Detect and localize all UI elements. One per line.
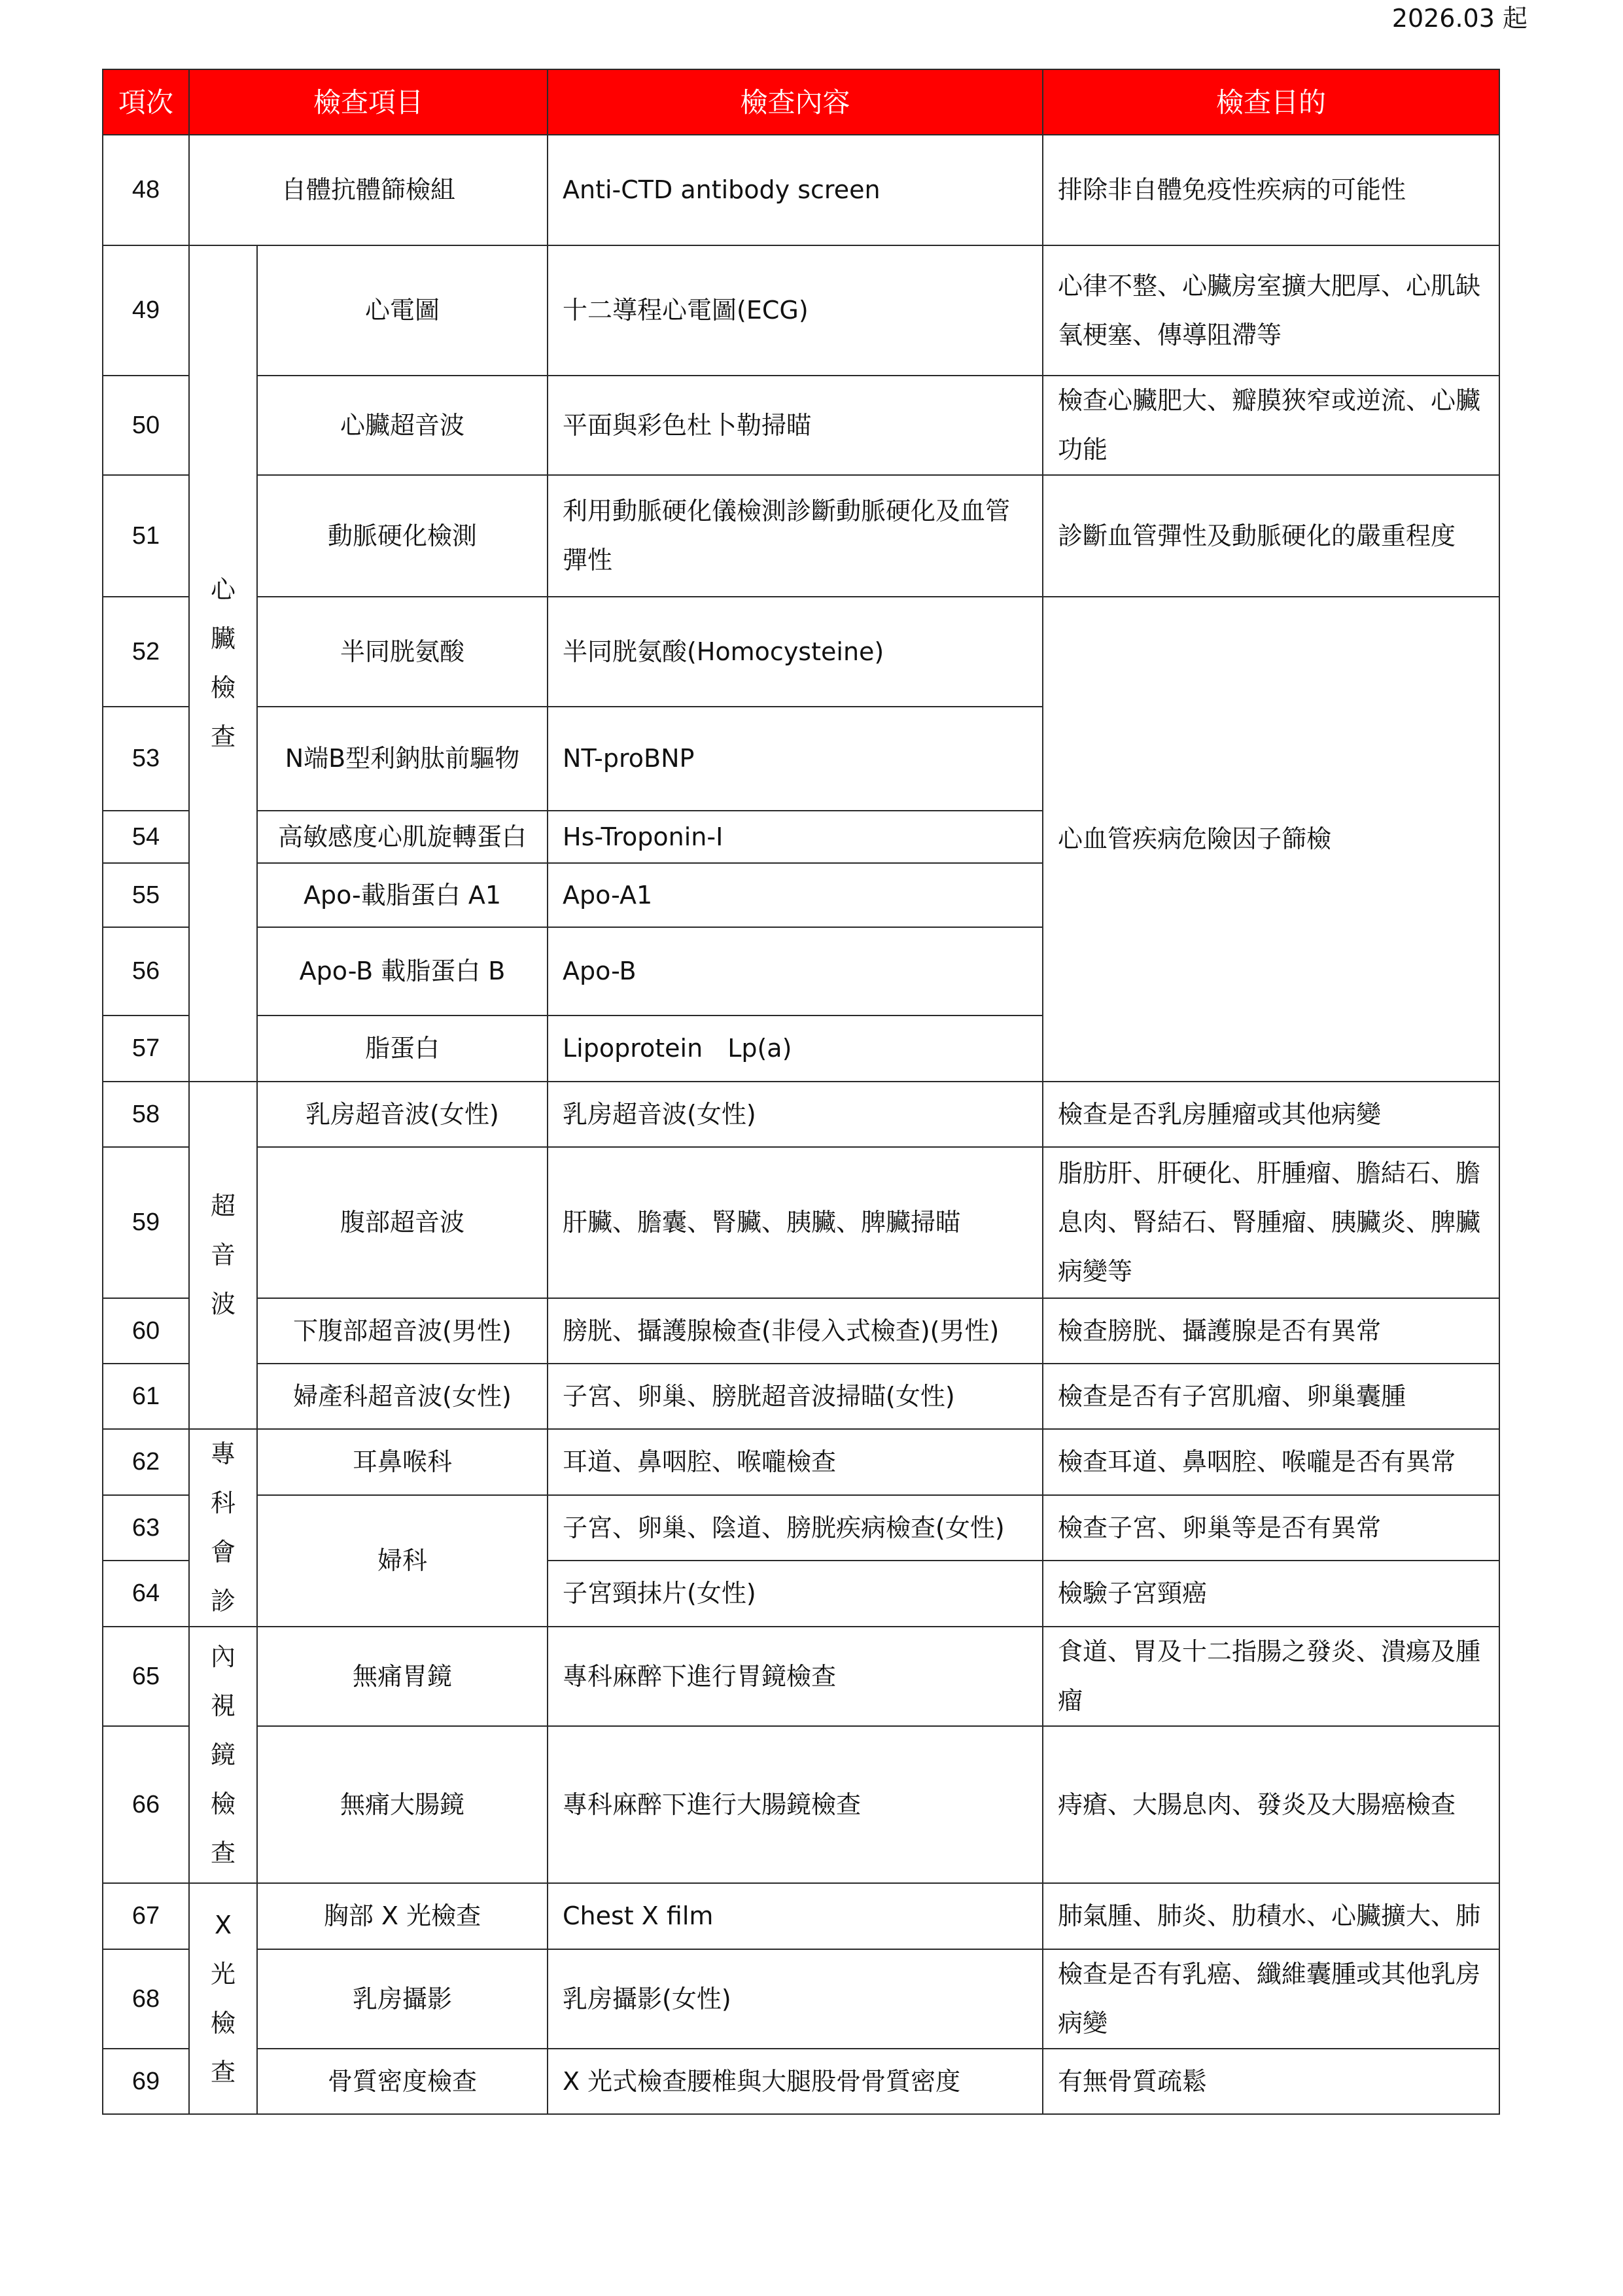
- table-row: [103, 1364, 1499, 1429]
- header-purpose: 檢查目的: [1043, 69, 1499, 135]
- exam-content: Anti-CTD antibody screen: [548, 135, 1043, 245]
- row-number: 65: [103, 1627, 189, 1726]
- exam-purpose: 脂肪肝、肝硬化、肝腫瘤、膽結石、膽息肉、腎結石、腎腫瘤、胰臟炎、脾臟病變等: [1043, 1147, 1499, 1298]
- row-number: 53: [103, 707, 189, 811]
- category-specialist: [189, 1429, 257, 1627]
- exam-item: 下腹部超音波(男性): [257, 1298, 548, 1364]
- exam-purpose: 檢查是否有子宮肌瘤、卵巢囊腫: [1043, 1364, 1499, 1429]
- exam-purpose: 檢查心臟肥大、瓣膜狹窄或逆流、心臟功能: [1043, 376, 1499, 475]
- table-row: [103, 1949, 1499, 2049]
- table-row: [103, 1627, 1499, 1726]
- health-exam-table: [102, 69, 1500, 2115]
- exam-item: 乳房超音波(女性): [257, 1082, 548, 1147]
- exam-content: 半同胱氨酸(Homocysteine): [548, 597, 1043, 707]
- row-number: 63: [103, 1495, 189, 1561]
- table-row: [103, 1147, 1499, 1298]
- exam-item: 高敏感度心肌旋轉蛋白: [257, 811, 548, 863]
- exam-content: 利用動脈硬化儀檢測診斷動脈硬化及血管彈性: [548, 475, 1043, 597]
- header-content: 檢查內容: [548, 69, 1043, 135]
- table-row: [103, 1082, 1499, 1147]
- exam-content: Hs-Troponin-I: [548, 811, 1043, 863]
- exam-item: Apo-B 載脂蛋白 B: [257, 927, 548, 1016]
- exam-content: 專科麻醉下進行胃鏡檢查: [548, 1627, 1043, 1726]
- row-number: 62: [103, 1429, 189, 1495]
- exam-purpose: 心律不整、心臟房室擴大肥厚、心肌缺氧梗塞、傳導阻滯等: [1043, 245, 1499, 376]
- exam-item: 心臟超音波: [257, 376, 548, 475]
- header-no: 項次: [103, 69, 189, 135]
- row-number: 59: [103, 1147, 189, 1298]
- exam-purpose: 檢驗子宮頸癌: [1043, 1561, 1499, 1627]
- exam-content: 乳房攝影(女性): [548, 1949, 1043, 2049]
- exam-item: 胸部 X 光檢查: [257, 1883, 548, 1949]
- exam-content: 膀胱、攝護腺檢查(非侵入式檢查)(男性): [548, 1298, 1043, 1364]
- exam-item: 心電圖: [257, 245, 548, 376]
- row-number: 49: [103, 245, 189, 376]
- exam-purpose: 檢查是否有乳癌、纖維囊腫或其他乳房病變: [1043, 1949, 1499, 2049]
- exam-content: 肝臟、膽囊、腎臟、胰臟、脾臟掃瞄: [548, 1147, 1043, 1298]
- exam-purpose: 檢查耳道、鼻咽腔、喉嚨是否有異常: [1043, 1429, 1499, 1495]
- exam-purpose: 檢查是否乳房腫瘤或其他病變: [1043, 1082, 1499, 1147]
- exam-content: 子宮頸抹片(女性): [548, 1561, 1043, 1627]
- exam-purpose: 檢查膀胱、攝護腺是否有異常: [1043, 1298, 1499, 1364]
- exam-purpose: 痔瘡、大腸息肉、發炎及大腸癌檢查: [1043, 1726, 1499, 1883]
- exam-item: Apo-載脂蛋白 A1: [257, 863, 548, 927]
- table-row: [103, 245, 1499, 376]
- table-row: [103, 1883, 1499, 1949]
- category-ultrasound: [189, 1082, 257, 1429]
- category-specialist-label: 專科會診: [210, 1439, 236, 1616]
- row-number: 52: [103, 597, 189, 707]
- exam-content: 子宮、卵巢、陰道、膀胱疾病檢查(女性): [548, 1495, 1043, 1561]
- row-number: 54: [103, 811, 189, 863]
- page-date-label: 2026.03 起: [1391, 4, 1527, 33]
- exam-purpose: 肺氣腫、肺炎、肋積水、心臟擴大、肺: [1043, 1883, 1499, 1949]
- row-number: 69: [103, 2049, 189, 2114]
- exam-item: 骨質密度檢查: [257, 2049, 548, 2114]
- exam-item: N端B型利鈉肽前驅物: [257, 707, 548, 811]
- row-number: 48: [103, 135, 189, 245]
- exam-purpose: 食道、胃及十二指腸之發炎、潰瘍及腫瘤: [1043, 1627, 1499, 1726]
- exam-item: 自體抗體篩檢組: [189, 135, 548, 245]
- category-heart: [189, 245, 257, 1082]
- category-xray-label: X光檢查: [210, 1910, 236, 2087]
- exam-content: 子宮、卵巢、膀胱超音波掃瞄(女性): [548, 1364, 1043, 1429]
- table-row: [103, 376, 1499, 475]
- table-row: [103, 475, 1499, 597]
- exam-content: Apo-B: [548, 927, 1043, 1016]
- row-number: 61: [103, 1364, 189, 1429]
- row-number: 55: [103, 863, 189, 927]
- table-row: [103, 135, 1499, 245]
- exam-item: 脂蛋白: [257, 1016, 548, 1082]
- row-number: 58: [103, 1082, 189, 1147]
- exam-purpose: 排除非自體免疫性疾病的可能性: [1043, 135, 1499, 245]
- table-row: [103, 1495, 1499, 1561]
- category-xray: [189, 1883, 257, 2114]
- exam-item: 腹部超音波: [257, 1147, 548, 1298]
- exam-content: NT-proBNP: [548, 707, 1043, 811]
- exam-purpose: 診斷血管彈性及動脈硬化的嚴重程度: [1043, 475, 1499, 597]
- exam-item: 無痛胃鏡: [257, 1627, 548, 1726]
- category-endoscopy: [189, 1627, 257, 1883]
- exam-item: 無痛大腸鏡: [257, 1726, 548, 1883]
- row-number: 50: [103, 376, 189, 475]
- row-number: 57: [103, 1016, 189, 1082]
- exam-item: 耳鼻喉科: [257, 1429, 548, 1495]
- exam-purpose: 心血管疾病危險因子篩檢: [1043, 597, 1499, 1082]
- table-row: [103, 597, 1499, 707]
- row-number: 64: [103, 1561, 189, 1627]
- exam-content: 專科麻醉下進行大腸鏡檢查: [548, 1726, 1043, 1883]
- row-number: 51: [103, 475, 189, 597]
- table-header-row: [103, 69, 1499, 135]
- table-row: [103, 1298, 1499, 1364]
- row-number: 56: [103, 927, 189, 1016]
- exam-content: 乳房超音波(女性): [548, 1082, 1043, 1147]
- row-number: 67: [103, 1883, 189, 1949]
- exam-content: Chest X film: [548, 1883, 1043, 1949]
- row-number: 60: [103, 1298, 189, 1364]
- exam-content: 耳道、鼻咽腔、喉嚨檢查: [548, 1429, 1043, 1495]
- table-row: [103, 1726, 1499, 1883]
- exam-item: 動脈硬化檢測: [257, 475, 548, 597]
- exam-item: 乳房攝影: [257, 1949, 548, 2049]
- category-endoscopy-label: 內視鏡檢查: [210, 1642, 236, 1867]
- category-heart-label: 心臟檢查: [210, 575, 236, 751]
- exam-content: X 光式檢查腰椎與大腿股骨骨質密度: [548, 2049, 1043, 2114]
- exam-item: 婦科: [257, 1495, 548, 1627]
- exam-item: 婦產科超音波(女性): [257, 1364, 548, 1429]
- exam-content: Lipoprotein Lp(a): [548, 1016, 1043, 1082]
- header-item: 檢查項目: [189, 69, 548, 135]
- exam-content: Apo-A1: [548, 863, 1043, 927]
- row-number: 68: [103, 1949, 189, 2049]
- row-number: 66: [103, 1726, 189, 1883]
- exam-purpose: 有無骨質疏鬆: [1043, 2049, 1499, 2114]
- category-ultrasound-label: 超音波: [210, 1192, 236, 1318]
- table-row: [103, 1429, 1499, 1495]
- exam-purpose: 檢查子宮、卵巢等是否有異常: [1043, 1495, 1499, 1561]
- table-row: [103, 2049, 1499, 2114]
- exam-content: 十二導程心電圖(ECG): [548, 245, 1043, 376]
- exam-content: 平面與彩色杜卜勒掃瞄: [548, 376, 1043, 475]
- exam-item: 半同胱氨酸: [257, 597, 548, 707]
